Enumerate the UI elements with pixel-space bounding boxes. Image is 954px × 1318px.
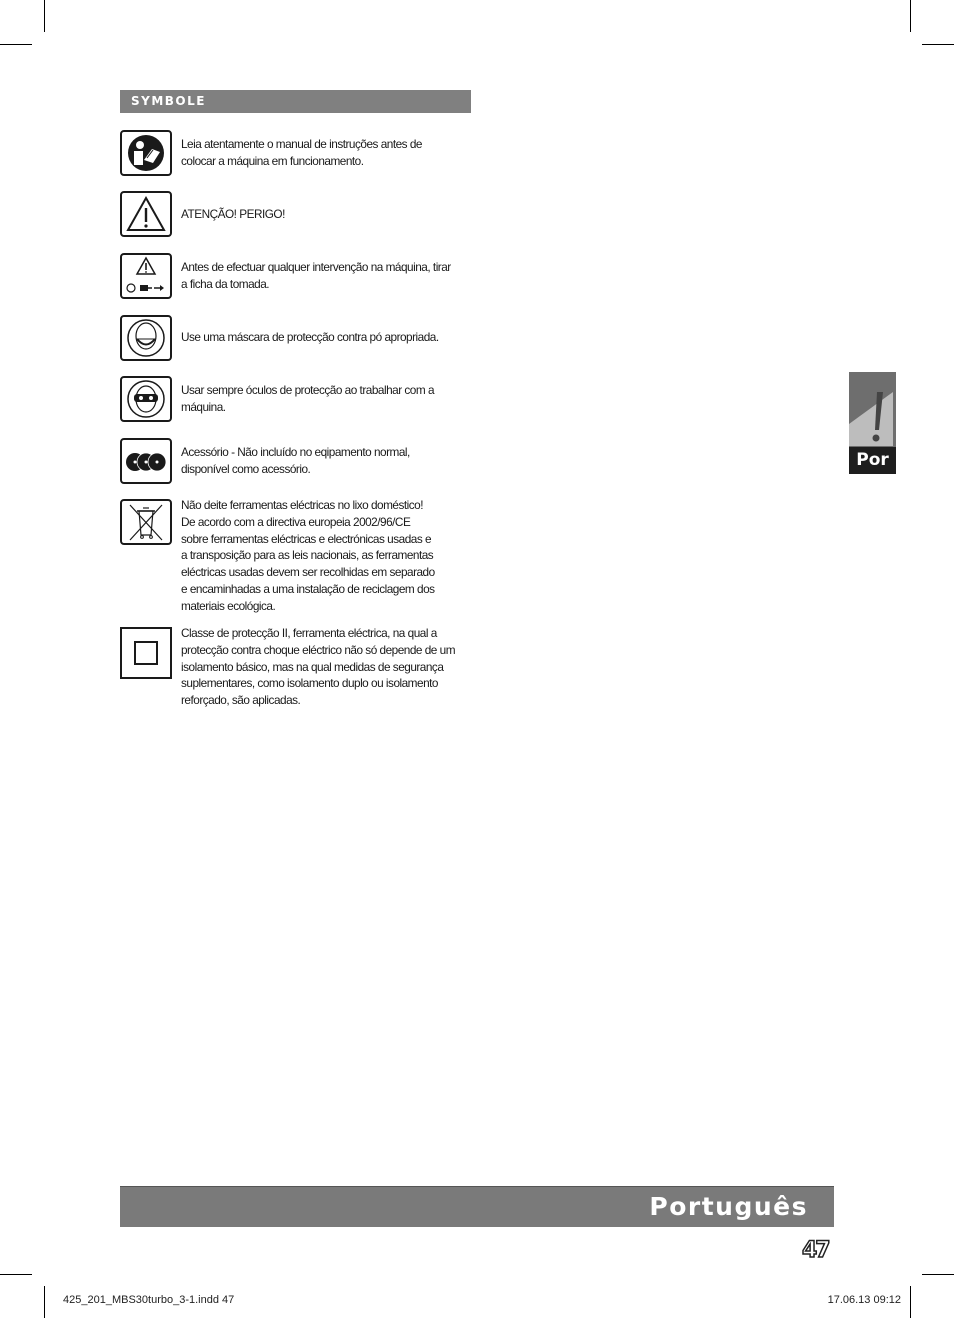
- symbol-description: Usar sempre óculos de protecção ao trabalhar com a máquina.: [181, 383, 435, 414]
- symbol-description: Acessório - Não incluído no eqipamento normal, disponível como acessório.: [181, 445, 410, 476]
- crossed-bin-icon: [120, 499, 172, 545]
- warning-triangle-icon: [120, 191, 172, 237]
- crop-mark: [44, 1286, 45, 1318]
- safety-goggles-icon: [120, 376, 172, 422]
- crop-mark: [910, 0, 911, 32]
- crop-mark: [0, 1274, 32, 1275]
- language-tab: [849, 372, 896, 474]
- symbol-description: ATENÇÃO! PERIGO!: [181, 207, 285, 221]
- crop-mark: [0, 44, 32, 45]
- symbol-description: Leia atentamente o manual de instruções antes de colocar a máquina em funcionamento.: [181, 137, 422, 168]
- crop-mark: [910, 1286, 911, 1318]
- saw-blades-icon: [120, 438, 172, 484]
- crop-mark: [922, 1274, 954, 1275]
- crop-mark: [922, 44, 954, 45]
- crop-mark: [44, 0, 45, 32]
- exclamation-icon: [849, 372, 896, 447]
- symbol-description: Classe de protecção II, ferramenta eléctrica, na qual a protecção contra choque eléctrico não só depende de um isolamento básico, mas na qual medidas de segurança suplementares, como isolamento duplo ou isolamento reforçado, são aplicadas.: [181, 626, 456, 708]
- dust-mask-icon: [120, 315, 172, 361]
- symbol-description: Não deite ferramentas eléctricas no lixo doméstico! De acordo com a directiva europeia 2002/96/CE sobre ferramentas eléctricas e electrónicas usadas e a transposição para as leis nacionais, as ferramentas eléctricas usadas devem ser recolhidas em separado e encaminhadas a uma instalação de reciclagem dos materiais ecológica.: [181, 498, 435, 613]
- symbol-description: Antes de efectuar qualquer intervenção na máquina, tirar a ficha da tomada.: [181, 260, 451, 291]
- class-ii-double-insulation-icon: [120, 627, 172, 679]
- slug-file-info: 425_201_MBS30turbo_3-1.indd 47: [63, 1294, 235, 1306]
- page-number: 47: [802, 1238, 829, 1263]
- read-manual-icon: [120, 130, 172, 176]
- symbol-description: Use uma máscara de protecção contra pó apropriada.: [181, 330, 439, 344]
- tab-warning-area: [849, 372, 896, 447]
- footer-language-title: Português: [649, 1192, 808, 1221]
- footer-bar: [120, 1186, 834, 1227]
- unplug-warning-icon: [120, 253, 172, 299]
- section-header: SYMBOLE: [120, 90, 471, 113]
- slug-datetime: 17.06.13 09:12: [827, 1294, 901, 1306]
- language-label: Por: [849, 447, 896, 474]
